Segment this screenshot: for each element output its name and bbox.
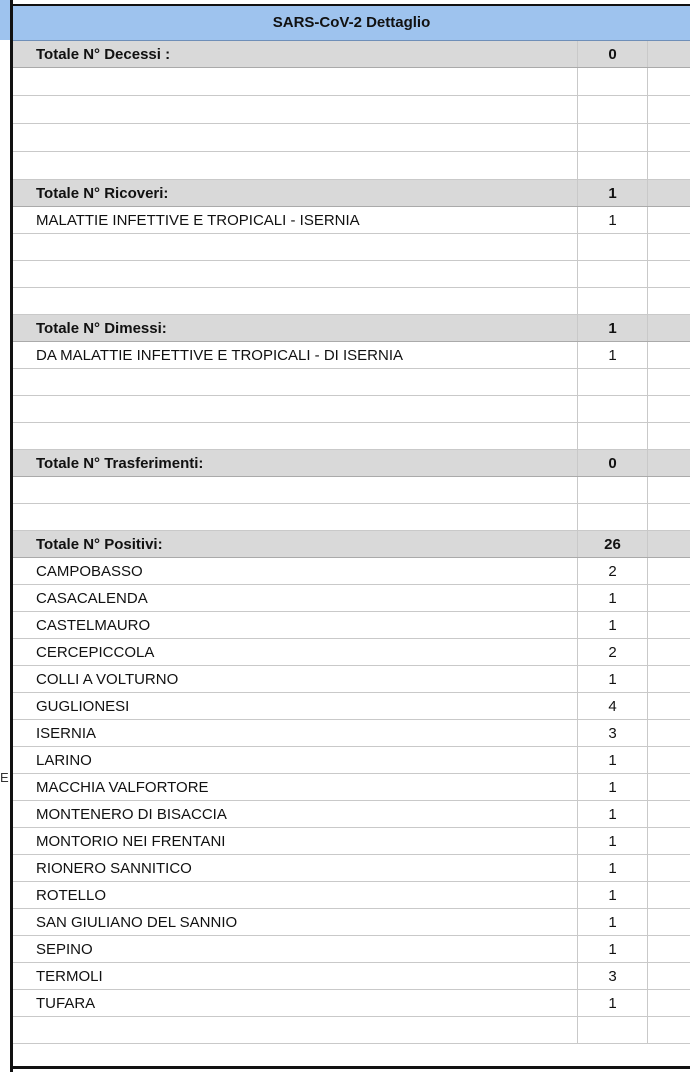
table-row-value: 1 <box>578 801 648 827</box>
table-row <box>13 747 690 774</box>
empty-cell <box>648 882 690 908</box>
table-row <box>13 585 690 612</box>
table-row-label: MACCHIA VALFORTORE <box>13 774 578 800</box>
empty-cell <box>648 180 690 206</box>
blank-row-value <box>578 1017 648 1043</box>
blank-row <box>13 369 690 396</box>
table-row <box>13 882 690 909</box>
empty-cell <box>648 504 690 530</box>
blank-row-label <box>13 288 578 314</box>
blank-row-value <box>578 504 648 530</box>
table-row <box>13 936 690 963</box>
empty-cell <box>648 41 690 67</box>
table-row-label: TUFARA <box>13 990 578 1016</box>
empty-cell <box>648 124 690 151</box>
table-row-label: RIONERO SANNITICO <box>13 855 578 881</box>
empty-cell <box>648 423 690 449</box>
empty-cell <box>648 855 690 881</box>
table-row-label: TERMOLI <box>13 963 578 989</box>
section-total-row-label: Totale N° Decessi : <box>13 41 578 67</box>
section-total-row <box>13 315 690 342</box>
blank-row <box>13 396 690 423</box>
empty-cell <box>648 936 690 962</box>
blank-row <box>13 504 690 531</box>
empty-cell <box>648 342 690 368</box>
table-row-label: GUGLIONESI <box>13 693 578 719</box>
blank-row <box>13 477 690 504</box>
blank-row <box>13 288 690 315</box>
table-row <box>13 855 690 882</box>
blank-row-label <box>13 234 578 260</box>
empty-cell <box>648 963 690 989</box>
table-row-label: LARINO <box>13 747 578 773</box>
table-row-value: 1 <box>578 855 648 881</box>
section-total-row <box>13 531 690 558</box>
blank-row-label <box>13 477 578 503</box>
blank-row-label <box>13 68 578 95</box>
blank-row-value <box>578 124 648 151</box>
blank-row-value <box>578 369 648 395</box>
table-row-label: ISERNIA <box>13 720 578 746</box>
table-row-value: 1 <box>578 909 648 935</box>
blank-row-label <box>13 423 578 449</box>
empty-cell <box>648 152 690 179</box>
empty-cell <box>648 693 690 719</box>
blank-row-label <box>13 504 578 530</box>
blank-row-label <box>13 396 578 422</box>
section-total-row-label: Totale N° Positivi: <box>13 531 578 557</box>
table-row-value: 1 <box>578 612 648 638</box>
table-bottom-border <box>10 1066 690 1069</box>
empty-cell <box>648 315 690 341</box>
table-row-label: CASTELMAURO <box>13 612 578 638</box>
blank-row <box>13 234 690 261</box>
blank-row-label <box>13 1017 578 1043</box>
empty-cell <box>648 369 690 395</box>
blank-row-label <box>13 261 578 287</box>
section-total-row-label: Totale N° Trasferimenti: <box>13 450 578 476</box>
empty-cell <box>648 96 690 123</box>
table-row <box>13 666 690 693</box>
table-row-label: MONTENERO DI BISACCIA <box>13 801 578 827</box>
empty-cell <box>648 612 690 638</box>
table-row <box>13 828 690 855</box>
table-row-label: CAMPOBASSO <box>13 558 578 584</box>
section-total-row <box>13 41 690 68</box>
table-row-label: MALATTIE INFETTIVE E TROPICALI - ISERNIA <box>13 207 578 233</box>
blank-row <box>13 124 690 152</box>
empty-cell <box>648 531 690 557</box>
table-row <box>13 774 690 801</box>
blank-row-label <box>13 152 578 179</box>
table-row <box>13 612 690 639</box>
empty-cell <box>648 261 690 287</box>
table-row-value: 1 <box>578 882 648 908</box>
table-row-value: 1 <box>578 936 648 962</box>
table-title: SARS-CoV-2 Dettaglio <box>13 4 690 41</box>
blank-row <box>13 152 690 180</box>
blank-row <box>13 423 690 450</box>
table-row-value: 1 <box>578 666 648 692</box>
left-strip-header <box>0 0 10 40</box>
edge-text-fragment: E <box>0 770 9 785</box>
section-total-row-value: 1 <box>578 315 648 341</box>
blank-row-label <box>13 96 578 123</box>
section-total-row <box>13 450 690 477</box>
table-row-label: CERCEPICCOLA <box>13 639 578 665</box>
table-row <box>13 720 690 747</box>
section-total-row-value: 1 <box>578 180 648 206</box>
table-row-value: 4 <box>578 693 648 719</box>
empty-cell <box>648 909 690 935</box>
table-row-label: SAN GIULIANO DEL SANNIO <box>13 909 578 935</box>
detail-table <box>13 4 690 1044</box>
empty-cell <box>648 396 690 422</box>
table-row-label: ROTELLO <box>13 882 578 908</box>
empty-cell <box>648 990 690 1016</box>
table-row <box>13 801 690 828</box>
table-row-label: CASACALENDA <box>13 585 578 611</box>
empty-cell <box>648 774 690 800</box>
empty-cell <box>648 558 690 584</box>
table-row-label: SEPINO <box>13 936 578 962</box>
table-row-value: 1 <box>578 747 648 773</box>
section-total-row <box>13 180 690 207</box>
section-total-row-value: 26 <box>578 531 648 557</box>
blank-row-value <box>578 96 648 123</box>
blank-row-value <box>578 477 648 503</box>
section-total-row-value: 0 <box>578 450 648 476</box>
blank-row-value <box>578 261 648 287</box>
table-row-value: 1 <box>578 828 648 854</box>
section-total-row-label: Totale N° Dimessi: <box>13 315 578 341</box>
empty-cell <box>648 747 690 773</box>
table-row-value: 3 <box>578 720 648 746</box>
section-total-row-label: Totale N° Ricoveri: <box>13 180 578 206</box>
empty-cell <box>648 801 690 827</box>
empty-cell <box>648 639 690 665</box>
table-row-label: COLLI A VOLTURNO <box>13 666 578 692</box>
blank-row-value <box>578 396 648 422</box>
blank-row-value <box>578 423 648 449</box>
blank-row-label <box>13 124 578 151</box>
table-row-value: 2 <box>578 558 648 584</box>
blank-row <box>13 1017 690 1044</box>
empty-cell <box>648 207 690 233</box>
empty-cell <box>648 477 690 503</box>
table-row-label: MONTORIO NEI FRENTANI <box>13 828 578 854</box>
table-row-value: 1 <box>578 207 648 233</box>
empty-cell <box>648 68 690 95</box>
table-row-value: 1 <box>578 585 648 611</box>
empty-cell <box>648 1017 690 1043</box>
table-row <box>13 990 690 1017</box>
empty-cell <box>648 585 690 611</box>
blank-row-value <box>578 152 648 179</box>
blank-row-value <box>578 288 648 314</box>
empty-cell <box>648 720 690 746</box>
table-row <box>13 909 690 936</box>
section-total-row-value: 0 <box>578 41 648 67</box>
table-row-label: DA MALATTIE INFETTIVE E TROPICALI - DI ISERNIA <box>13 342 578 368</box>
table-row <box>13 963 690 990</box>
blank-row-value <box>578 68 648 95</box>
blank-row-value <box>578 234 648 260</box>
table-row-value: 3 <box>578 963 648 989</box>
table-row <box>13 342 690 369</box>
empty-cell <box>648 450 690 476</box>
empty-cell <box>648 288 690 314</box>
table-row-value: 1 <box>578 774 648 800</box>
table-row <box>13 693 690 720</box>
table-row-value: 1 <box>578 990 648 1016</box>
table-row-value: 1 <box>578 342 648 368</box>
empty-cell <box>648 234 690 260</box>
blank-row <box>13 96 690 124</box>
table-row <box>13 207 690 234</box>
table-row <box>13 558 690 585</box>
blank-row <box>13 261 690 288</box>
blank-row-label <box>13 369 578 395</box>
table-row-value: 2 <box>578 639 648 665</box>
empty-cell <box>648 828 690 854</box>
empty-cell <box>648 666 690 692</box>
left-column-strip <box>0 0 13 1072</box>
blank-row <box>13 68 690 96</box>
table-row <box>13 639 690 666</box>
